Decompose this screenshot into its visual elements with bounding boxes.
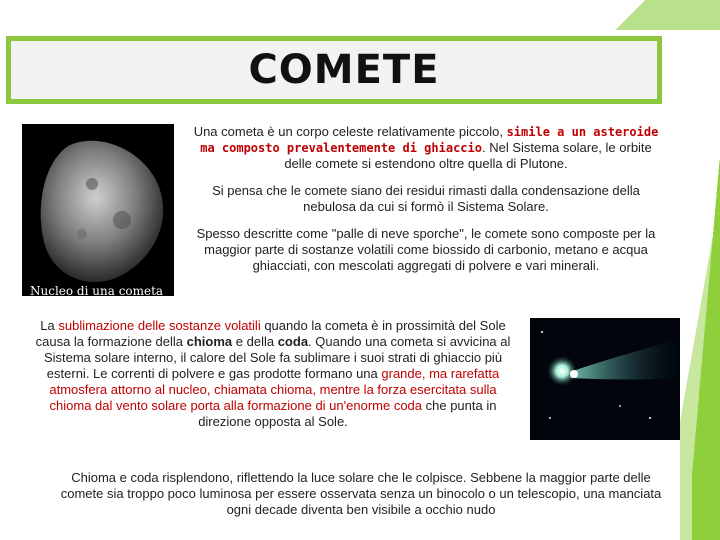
sub-bold-coda: coda xyxy=(277,334,309,349)
intro-text-end: . Nel Sistema solare, le orbite delle comete si estendono oltre quella di Plutone. xyxy=(284,140,652,171)
comet-nucleus-photo xyxy=(22,124,174,296)
sub-text-2: quando la cometa è in prossimità del Sole causa la formazione della xyxy=(35,318,506,349)
intro-highlight: simile a un asteroide ma composto prevalentemente di ghiaccio xyxy=(200,125,659,155)
comet-nucleus-icon xyxy=(22,124,174,296)
comet-tail-icon xyxy=(530,318,680,440)
sub-text-1: La xyxy=(40,318,59,333)
composition-paragraph: Spesso descritte come "palle di neve sporche", le comete sono composte per la maggior parte di sostanze volatili come biossido di carbonio, metano e acqua ghiacciati, con mescolati aggregati di polvere e vari minerali. xyxy=(196,226,656,273)
decorative-green-corner xyxy=(540,0,720,30)
intro-text-start: Una cometa è un corpo celeste relativamente piccolo, xyxy=(193,124,507,139)
intro-paragraph xyxy=(186,124,666,172)
decorative-green-edge xyxy=(692,160,720,540)
sub-highlight-1: sublimazione delle sostanze volatili xyxy=(58,318,261,333)
photo-caption: Nucleo di una cometa xyxy=(30,284,164,298)
comet-tail-photo xyxy=(530,318,680,440)
visibility-paragraph: Chioma e coda risplendono, riflettendo la luce solare che le colpisce. Sebbene la maggior parte delle comete sia troppo poco luminosa per essere osservata senza un binocolo o un telescopio, una manciata ogni decade diventa ben visibile a occhio nudo xyxy=(60,470,662,517)
title-banner xyxy=(6,36,662,104)
slide-title: COMETE xyxy=(248,47,440,93)
sub-bold-chioma: chioma xyxy=(186,334,233,349)
sub-highlight-2: grande, ma rarefatta atmosfera attorno al nucleo, chiamata chioma, mentre la forza esercitata sulla chioma dal vento solare porta alla formazione di un'enorme coda xyxy=(49,366,500,413)
sub-text-4: . Quando una cometa si avvicina al Sistema solare interno, il calore del Sole fa sublimare i suoi strati di ghiaccio più esterni. Le correnti di polvere e gas prodotte formano una xyxy=(43,334,511,381)
sub-text-3: e della xyxy=(232,334,278,349)
origin-paragraph: Si pensa che le comete siano dei residui rimasti dalla condensazione della nebulosa da cui si formò il Sistema Solare. xyxy=(212,183,640,214)
sublimation-paragraph xyxy=(28,318,518,430)
sub-text-5: che punta in direzione opposta al Sole. xyxy=(198,398,497,429)
